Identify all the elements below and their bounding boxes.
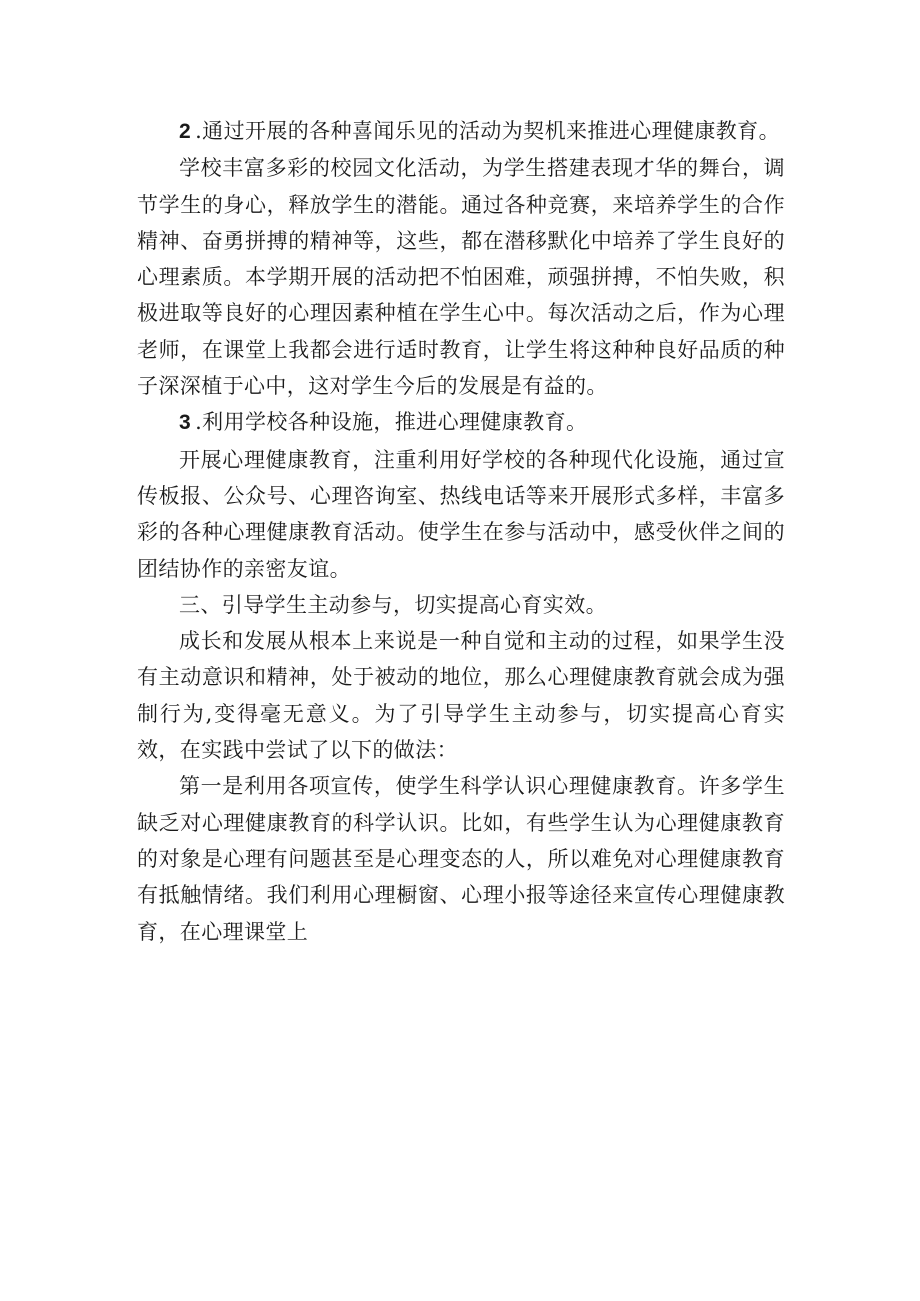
paragraph-campus-culture: 学校丰富多彩的校园文化活动，为学生搭建表现才华的舞台，调节学生的身心，释放学生的潜能。通过各种竞赛，来培养学生的合作精神、奋勇拼搏的精神等，这些，都在潜移默化中培养了学生良好的心理素质。本学期开展的活动把不怕困难，顽强拼搏，不怕失败，积极进取等良好的心理因素种植在学生心中。每次活动之后，作为心理老师，在课堂上我都会进行适时教育，让学生将这种种良好品质的种子深深植于心中，这对学生今后的发展是有益的。 xyxy=(137,156,785,399)
document-body xyxy=(137,113,785,950)
subheading-number: 3 xyxy=(179,411,192,435)
subheading-number: 2 xyxy=(179,120,192,143)
subheading-text: .通过开展的各种喜闻乐见的活动为契机来推进心理健康教育。 xyxy=(195,119,780,143)
subheading-facilities xyxy=(137,404,785,441)
subheading-activities xyxy=(137,113,785,150)
paragraph-active-participation: 成长和发展从根本上来说是一种自觉和主动的过程，如果学生没有主动意识和精神，处于被动的地位，那么心理健康教育就会成为强制行为,变得毫无意义。为了引导学生主动参与，切实提高心育实效，在实践中尝试了以下的做法： xyxy=(137,629,785,763)
heading-section-three: 三、引导学生主动参与，切实提高心育实效。 xyxy=(179,592,607,617)
paragraph-publicity: 第一是利用各项宣传，使学生科学认识心理健康教育。许多学生缺乏对心理健康教育的科学认识。比如，有些学生认为心理健康教育的对象是心理有问题甚至是心理变态的人，所以难免对心理健康教育有抵触情绪。我们利用心理橱窗、心理小报等途径来宣传心理健康教育，在心理课堂上 xyxy=(137,774,785,944)
subheading-text: .利用学校各种设施，推进心理健康教育。 xyxy=(195,410,588,435)
paragraph-modern-facilities: 开展心理健康教育，注重利用好学校的各种现代化设施，通过宣传板报、公众号、心理咨询室、热线电话等来开展形式多样，丰富多彩的各种心理健康教育活动。使学生在参与活动中，感受伙伴之间的团结协作的亲密友谊。 xyxy=(137,447,785,581)
